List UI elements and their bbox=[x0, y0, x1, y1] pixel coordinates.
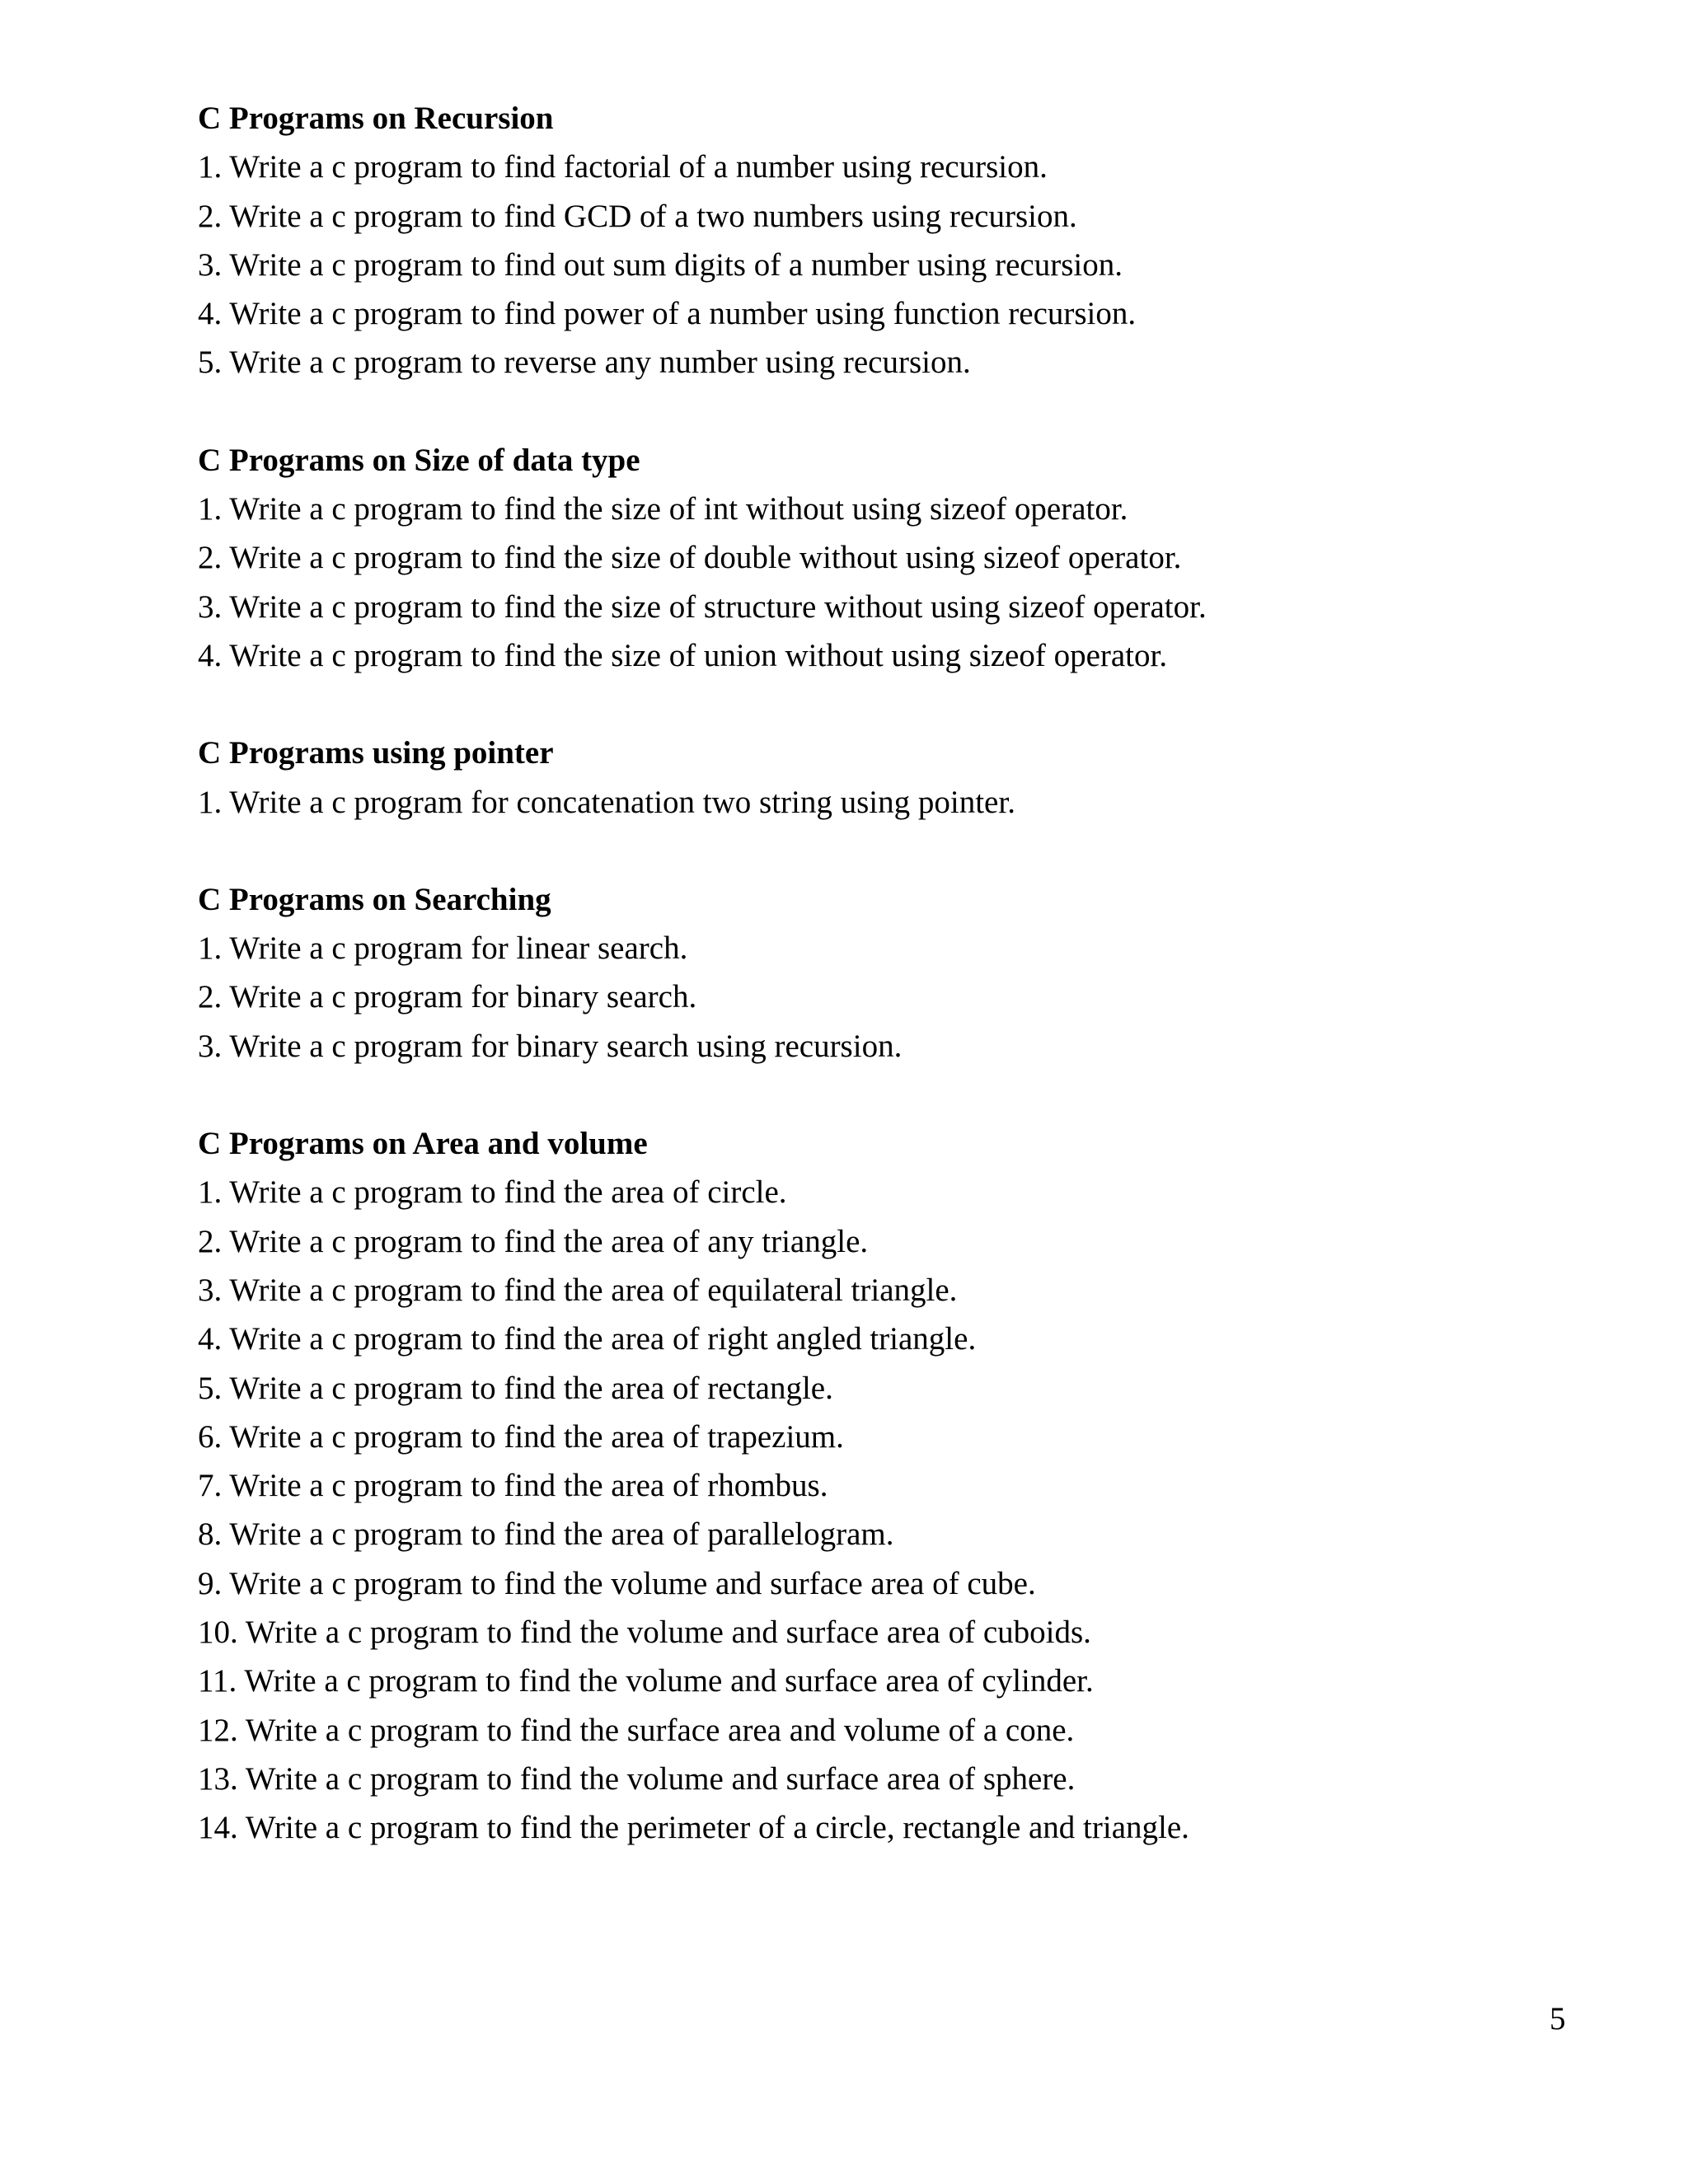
list-item: 1. Write a c program for concatenation two string using pointer. bbox=[198, 784, 1015, 820]
list-item: 1. Write a c program to find factorial of a number using recursion. bbox=[198, 149, 1048, 185]
list-item: 1. Write a c program to find the size of int without using sizeof operator. bbox=[198, 491, 1128, 527]
list-item: 2. Write a c program to find the area of any triangle. bbox=[198, 1223, 869, 1259]
list-item: 7. Write a c program to find the area of rhombus. bbox=[198, 1468, 828, 1504]
page-number: 5 bbox=[1550, 2001, 1566, 2036]
list-item: 11. Write a c program to find the volume and surface area of cylinder. bbox=[198, 1663, 1094, 1699]
list-item: 3. Write a c program to find the area of equilateral triangle. bbox=[198, 1272, 958, 1308]
section-heading: C Programs on Searching bbox=[198, 881, 551, 917]
list-item: 3. Write a c program to find the size of structure without using sizeof operator. bbox=[198, 588, 1207, 625]
section-pointer bbox=[198, 729, 1550, 827]
list-item: 13. Write a c program to find the volume and surface area of sphere. bbox=[198, 1760, 1076, 1797]
list-item: 1. Write a c program for linear search. bbox=[198, 930, 688, 967]
list-item: 6. Write a c program to find the area of trapezium. bbox=[198, 1418, 844, 1455]
list-item: 14. Write a c program to find the perimeter of a circle, rectangle and triangle. bbox=[198, 1810, 1189, 1846]
list-item: 3. Write a c program for binary search using recursion. bbox=[198, 1028, 903, 1064]
list-item: 4. Write a c program to find power of a number using function recursion. bbox=[198, 296, 1137, 332]
section-heading: C Programs using pointer bbox=[198, 735, 554, 771]
page-content bbox=[198, 94, 1550, 1901]
list-item: 5. Write a c program to reverse any number using recursion. bbox=[198, 344, 971, 381]
section-heading: C Programs on Area and volume bbox=[198, 1126, 648, 1162]
list-item: 3. Write a c program to find out sum digits of a number using recursion. bbox=[198, 246, 1123, 283]
list-item: 2. Write a c program to find GCD of a two numbers using recursion. bbox=[198, 198, 1077, 234]
section-area-and-volume bbox=[198, 1119, 1550, 1852]
list-item: 5. Write a c program to find the area of rectangle. bbox=[198, 1370, 833, 1406]
list-item: 4. Write a c program to find the area of right angled triangle. bbox=[198, 1321, 977, 1357]
list-item: 2. Write a c program for binary search. bbox=[198, 979, 697, 1015]
list-item: 1. Write a c program to find the area of circle. bbox=[198, 1174, 787, 1211]
list-item: 8. Write a c program to find the area of parallelogram. bbox=[198, 1516, 894, 1553]
section-searching bbox=[198, 875, 1550, 1071]
list-item: 12. Write a c program to find the surface area and volume of a cone. bbox=[198, 1712, 1075, 1748]
section-heading: C Programs on Recursion bbox=[198, 101, 554, 136]
section-size-of-data-type bbox=[198, 436, 1550, 680]
list-item: 10. Write a c program to find the volume and surface area of cuboids. bbox=[198, 1615, 1091, 1651]
section-heading: C Programs on Size of data type bbox=[198, 442, 640, 478]
section-recursion bbox=[198, 94, 1550, 387]
list-item: 9. Write a c program to find the volume and surface area of cube. bbox=[198, 1565, 1036, 1601]
list-item: 4. Write a c program to find the size of union without using sizeof operator. bbox=[198, 637, 1168, 673]
list-item: 2. Write a c program to find the size of double without using sizeof operator. bbox=[198, 540, 1182, 576]
